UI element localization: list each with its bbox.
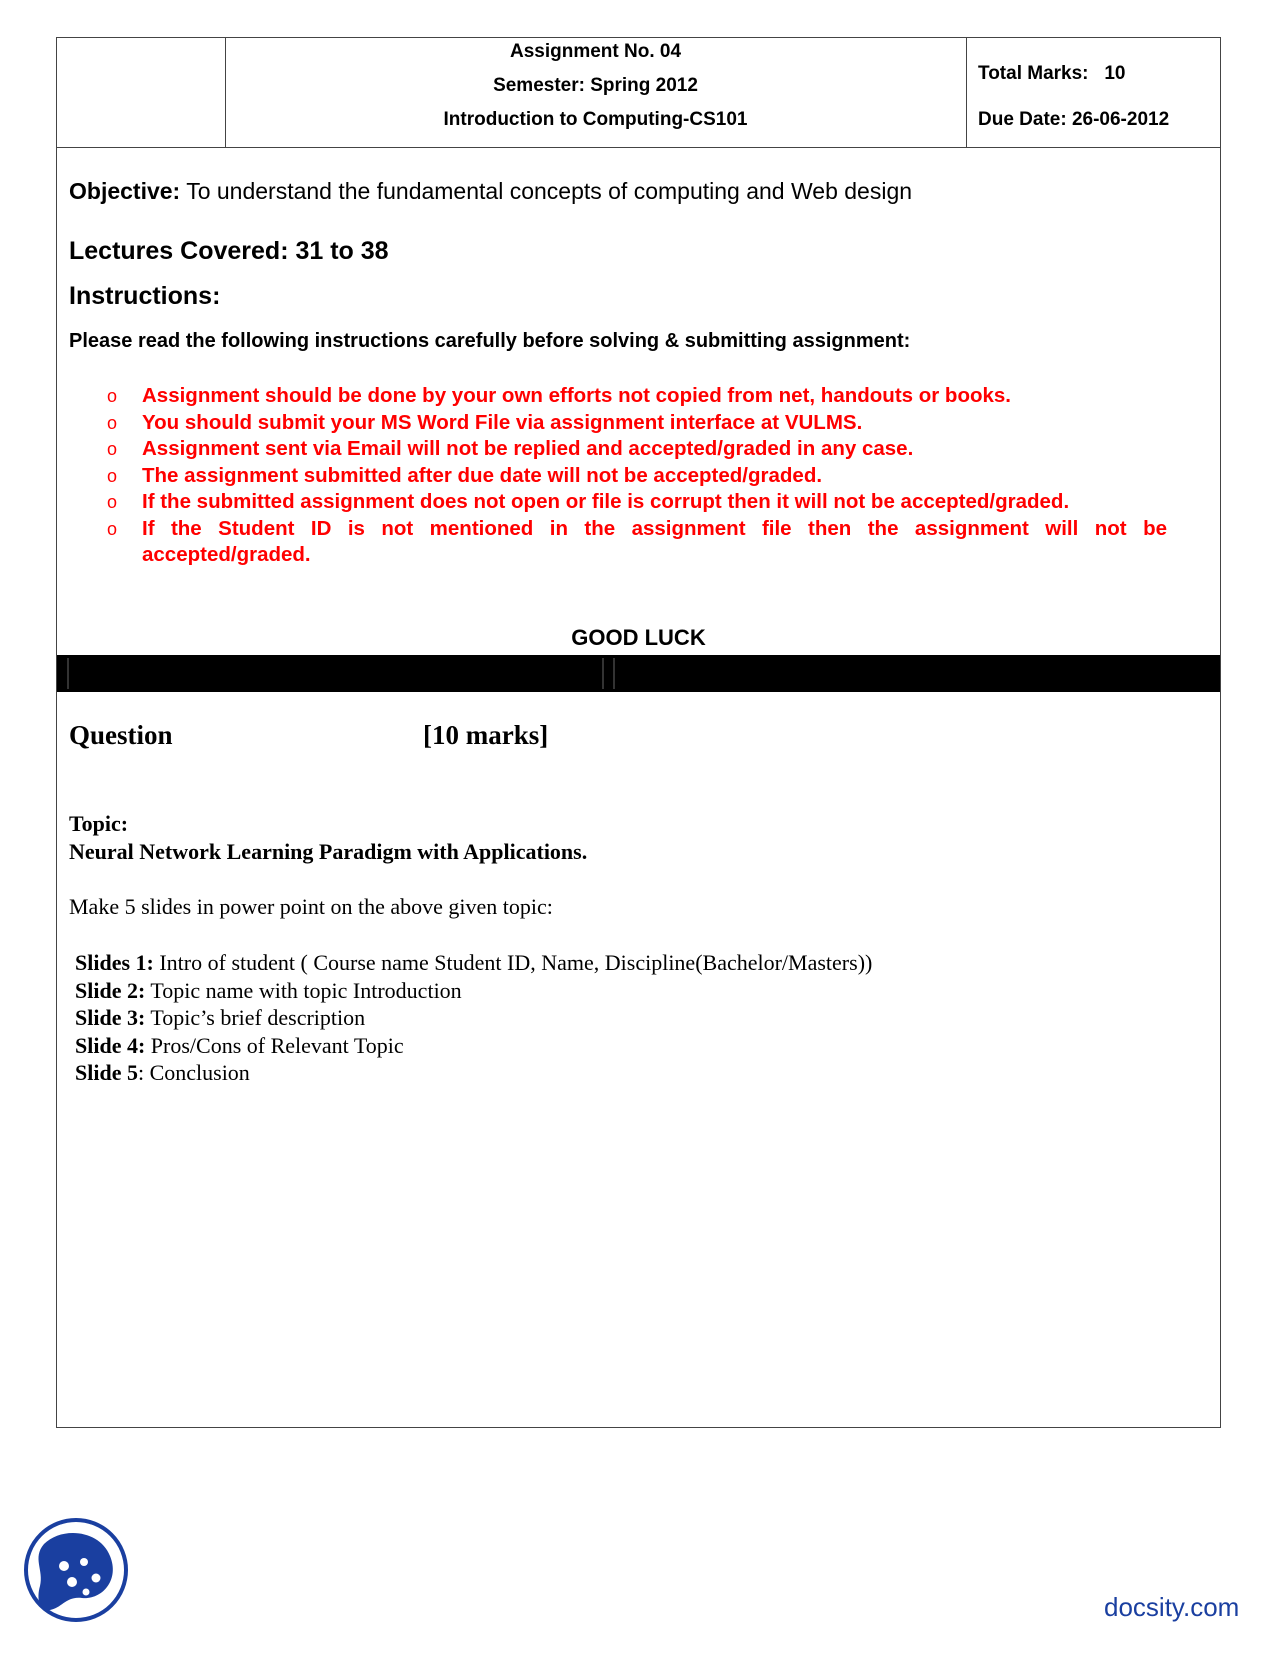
objective bbox=[69, 178, 912, 205]
slides-list bbox=[75, 949, 872, 1087]
topic-title: Neural Network Learning Paradigm with Applications. bbox=[69, 839, 588, 864]
bullet-icon: o bbox=[107, 518, 118, 539]
header-table bbox=[57, 38, 1220, 148]
header-title-cell bbox=[225, 38, 967, 147]
list-item: o If the submitted assignment does not open or file is corrupt then it will not be accepted/graded. bbox=[107, 489, 1167, 516]
bullet-icon: o bbox=[107, 465, 118, 486]
list-item: o Assignment should be done by your own efforts not copied from net, handouts or books. bbox=[107, 383, 1167, 410]
divider-tick bbox=[602, 658, 604, 689]
list-item: Slide 2: Topic name with topic Introduction bbox=[75, 977, 462, 1003]
assignment-number: Assignment No. 04 bbox=[509, 41, 682, 62]
docsity-brand[interactable]: docsity.com bbox=[1104, 1592, 1240, 1622]
semester: Semester: Spring 2012 bbox=[493, 75, 698, 96]
list-item: Slide 3: Topic’s brief description bbox=[75, 1005, 366, 1030]
instructions-list bbox=[107, 383, 1167, 569]
objective-label: Objective: bbox=[69, 178, 181, 204]
bullet-icon: o bbox=[107, 386, 118, 406]
list-item: o You should submit your MS Word File via assignment interface at VULMS. bbox=[107, 410, 1167, 437]
due-date: Due Date: 26-06-2012 bbox=[978, 109, 1170, 130]
objective-text: To understand the fundamental concepts of computing and Web design bbox=[180, 178, 913, 204]
course-name: Introduction to Computing-CS101 bbox=[443, 109, 748, 130]
list-item: Slide 5: Conclusion bbox=[75, 1060, 250, 1085]
bullet-icon: o bbox=[107, 412, 118, 433]
topic-label: Topic: bbox=[69, 811, 129, 836]
instructions-heading: Instructions: bbox=[69, 282, 221, 310]
divider-tick bbox=[613, 658, 615, 689]
divider-tick bbox=[67, 658, 69, 689]
bullet-icon: o bbox=[107, 439, 118, 459]
good-luck: GOOD LUCK bbox=[571, 625, 706, 650]
instructions-intro: Please read the following instructions carefully before solving & submitting assignment: bbox=[69, 330, 911, 352]
list-item: Slide 4: Pros/Cons of Relevant Topic bbox=[75, 1032, 404, 1058]
assignment-frame bbox=[56, 37, 1221, 1428]
list-item: Slides 1: Intro of student ( Course name Student ID, Name, Discipline(Bachelor/Masters)) bbox=[75, 950, 873, 975]
list-item: o The assignment submitted after due date will not be accepted/graded. bbox=[107, 463, 1167, 490]
divider-bar bbox=[57, 655, 1220, 692]
list-item: o If the Student ID is not mentioned in the assignment file then the assignment will not be accepted/graded. bbox=[107, 516, 1167, 566]
docsity-logo-icon bbox=[22, 1516, 130, 1624]
total-marks: Total Marks: 10 bbox=[978, 63, 1126, 84]
question-instruction: Make 5 slides in power point on the above given topic: bbox=[69, 894, 553, 919]
lectures-covered: Lectures Covered: 31 to 38 bbox=[69, 237, 389, 265]
header-empty-cell bbox=[57, 38, 226, 147]
list-item: o Assignment sent via Email will not be replied and accepted/graded in any case. bbox=[107, 436, 1167, 463]
question-marks: [10 marks] bbox=[423, 720, 549, 750]
bullet-icon: o bbox=[107, 492, 118, 512]
question-label: Question bbox=[69, 720, 173, 750]
